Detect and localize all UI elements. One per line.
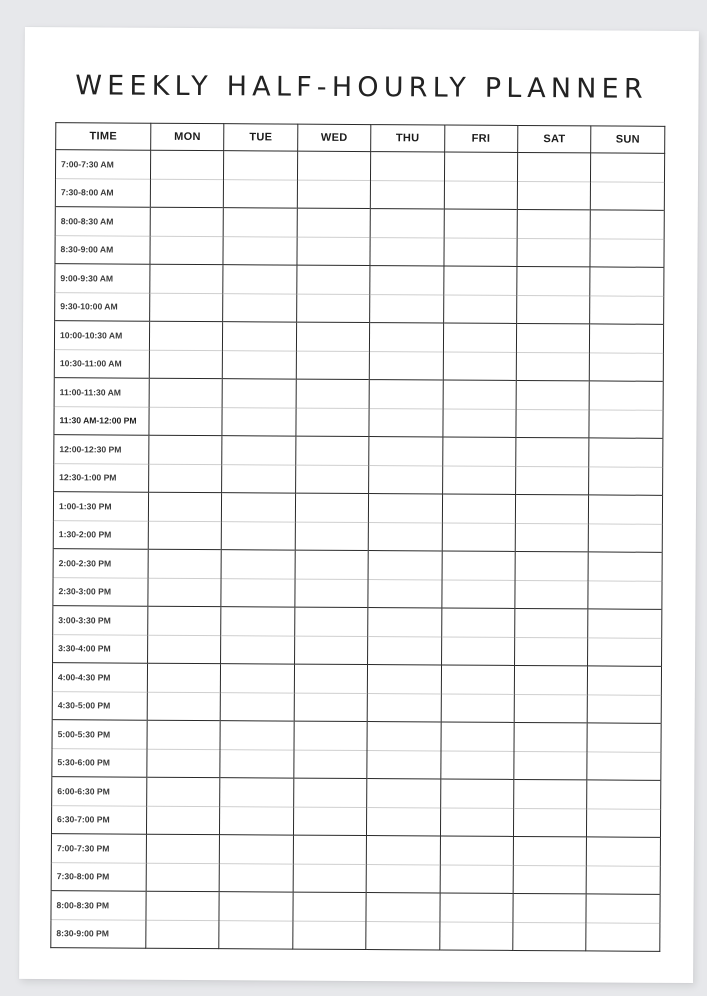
table-row (55, 264, 664, 296)
cell-tue[interactable] (221, 578, 295, 607)
time-slot-label: 8:30-9:00 AM (55, 235, 150, 264)
cell-sat[interactable] (513, 865, 587, 894)
cell-sat[interactable] (517, 152, 591, 181)
cell-mon[interactable] (149, 350, 223, 379)
cell-fri[interactable] (442, 409, 516, 438)
cell-wed[interactable] (293, 807, 367, 836)
cell-tue[interactable] (220, 835, 294, 864)
cell-wed[interactable] (296, 379, 370, 408)
time-slot-label: 8:00-8:30 PM (51, 891, 146, 920)
table-row (53, 520, 662, 552)
cell-tue[interactable] (224, 151, 298, 180)
time-slot-label: 1:00-1:30 PM (53, 492, 148, 521)
table-row (52, 720, 661, 752)
cell-fri[interactable] (443, 380, 517, 409)
time-slot-label: 10:00-10:30 AM (54, 321, 149, 350)
cell-wed[interactable] (294, 664, 368, 693)
table-row (53, 577, 662, 609)
cell-sat[interactable] (514, 665, 588, 694)
cell-thu[interactable] (366, 836, 440, 865)
time-slot-label: 5:30-6:00 PM (52, 748, 147, 777)
cell-wed[interactable] (297, 265, 371, 294)
cell-fri[interactable] (440, 779, 514, 808)
cell-sun[interactable] (590, 210, 664, 239)
time-slot-label: 11:30 AM-12:00 PM (54, 406, 149, 435)
cell-mon[interactable] (148, 635, 222, 664)
planner-page (19, 27, 699, 983)
header-fri: FRI (444, 125, 518, 152)
header-sat: SAT (518, 125, 592, 152)
cell-mon[interactable] (150, 179, 224, 208)
cell-sun[interactable] (588, 552, 662, 581)
cell-wed[interactable] (297, 180, 371, 209)
cell-thu[interactable] (369, 380, 443, 409)
cell-tue[interactable] (220, 721, 294, 750)
table-row (51, 805, 660, 837)
header-wed: WED (297, 124, 371, 151)
header-thu: THU (371, 125, 445, 152)
cell-thu[interactable] (367, 779, 441, 808)
time-slot-label: 7:30-8:00 PM (51, 862, 146, 891)
table-row (55, 178, 664, 210)
cell-fri[interactable] (443, 323, 517, 352)
cell-tue[interactable] (224, 179, 298, 208)
cell-thu[interactable] (367, 807, 441, 836)
cell-sun[interactable] (587, 723, 661, 752)
header-mon: MON (151, 123, 225, 150)
cell-sat[interactable] (517, 209, 591, 238)
time-slot-label: 10:30-11:00 AM (54, 349, 149, 378)
cell-sun[interactable] (587, 780, 661, 809)
time-slot-label: 3:00-3:30 PM (53, 606, 148, 635)
cell-mon[interactable] (148, 606, 222, 635)
time-slot-label: 8:00-8:30 AM (55, 207, 150, 236)
cell-thu[interactable] (368, 636, 442, 665)
cell-sun[interactable] (591, 153, 665, 182)
cell-wed[interactable] (293, 778, 367, 807)
cell-tue[interactable] (222, 464, 296, 493)
planner-table (50, 122, 665, 952)
cell-sat[interactable] (517, 181, 591, 210)
cell-wed[interactable] (295, 550, 369, 579)
time-slot-label: 9:00-9:30 AM (55, 264, 150, 293)
cell-fri[interactable] (444, 238, 518, 267)
cell-fri[interactable] (441, 694, 515, 723)
cell-thu[interactable] (366, 893, 440, 922)
cell-wed[interactable] (295, 493, 369, 522)
cell-tue[interactable] (221, 550, 295, 579)
time-slot-label: 7:00-7:30 PM (51, 834, 146, 863)
cell-sun[interactable] (587, 751, 661, 780)
cell-sun[interactable] (588, 694, 662, 723)
cell-thu[interactable] (369, 437, 443, 466)
cell-wed[interactable] (296, 351, 370, 380)
cell-sat[interactable] (516, 380, 590, 409)
cell-fri[interactable] (440, 751, 514, 780)
cell-mon[interactable] (147, 663, 221, 692)
cell-tue[interactable] (223, 265, 297, 294)
table-row (54, 378, 663, 410)
cell-fri[interactable] (441, 637, 515, 666)
cell-tue[interactable] (220, 806, 294, 835)
cell-sat[interactable] (514, 722, 588, 751)
cell-tue[interactable] (222, 521, 296, 550)
cell-tue[interactable] (222, 493, 296, 522)
cell-wed[interactable] (296, 322, 370, 351)
cell-mon[interactable] (149, 378, 223, 407)
cell-sat[interactable] (516, 352, 590, 381)
table-row (55, 235, 664, 267)
table-row (51, 919, 660, 951)
cell-sat[interactable] (515, 523, 589, 552)
cell-wed[interactable] (295, 579, 369, 608)
table-row (52, 777, 661, 809)
table-row (53, 606, 662, 638)
cell-thu[interactable] (368, 522, 442, 551)
cell-tue[interactable] (223, 236, 297, 265)
cell-tue[interactable] (222, 436, 296, 465)
table-row (54, 406, 663, 438)
cell-thu[interactable] (369, 494, 443, 523)
cell-mon[interactable] (150, 293, 224, 322)
cell-mon[interactable] (150, 150, 224, 179)
time-slot-label: 3:30-4:00 PM (53, 634, 148, 663)
cell-mon[interactable] (146, 834, 220, 863)
cell-wed[interactable] (294, 721, 368, 750)
cell-sat[interactable] (515, 580, 589, 609)
cell-sat[interactable] (517, 266, 591, 295)
cell-sun[interactable] (588, 666, 662, 695)
cell-thu[interactable] (369, 408, 443, 437)
cell-sat[interactable] (515, 551, 589, 580)
cell-fri[interactable] (442, 466, 516, 495)
cell-wed[interactable] (293, 864, 367, 893)
table-row (55, 207, 664, 239)
cell-tue[interactable] (219, 920, 293, 949)
time-slot-label: 7:00-7:30 AM (55, 150, 150, 179)
cell-mon[interactable] (147, 777, 221, 806)
cell-sun[interactable] (586, 865, 660, 894)
cell-wed[interactable] (297, 237, 371, 266)
time-slot-label: 12:00-12:30 PM (54, 435, 149, 464)
cell-sat[interactable] (516, 323, 590, 352)
cell-fri[interactable] (443, 266, 517, 295)
page-title: WEEKLY HALF-HOURLY PLANNER (75, 70, 648, 105)
cell-fri[interactable] (442, 551, 516, 580)
cell-sun[interactable] (586, 922, 660, 951)
cell-sun[interactable] (590, 267, 664, 296)
cell-thu[interactable] (366, 921, 440, 950)
table-row (54, 463, 663, 495)
header-sun: SUN (591, 126, 665, 153)
cell-mon[interactable] (148, 549, 222, 578)
cell-fri[interactable] (441, 580, 515, 609)
cell-sat[interactable] (514, 779, 588, 808)
time-slot-label: 9:30-10:00 AM (55, 292, 150, 321)
cell-fri[interactable] (441, 608, 515, 637)
cell-sat[interactable] (516, 466, 590, 495)
cell-sun[interactable] (588, 580, 662, 609)
cell-wed[interactable] (293, 892, 367, 921)
cell-fri[interactable] (440, 808, 514, 837)
cell-sun[interactable] (590, 295, 664, 324)
cell-sat[interactable] (514, 694, 588, 723)
time-slot-label: 2:00-2:30 PM (53, 549, 148, 578)
table-row (51, 862, 660, 894)
cell-mon[interactable] (149, 464, 223, 493)
cell-sun[interactable] (589, 438, 663, 467)
cell-tue[interactable] (223, 350, 297, 379)
cell-thu[interactable] (368, 579, 442, 608)
time-slot-label: 8:30-9:00 PM (51, 919, 146, 948)
cell-sun[interactable] (588, 637, 662, 666)
cell-sun[interactable] (590, 238, 664, 267)
table-row (53, 634, 662, 666)
cell-fri[interactable] (443, 352, 517, 381)
time-slot-label: 7:30-8:00 AM (55, 178, 150, 207)
cell-sun[interactable] (587, 837, 661, 866)
cell-tue[interactable] (219, 892, 293, 921)
cell-mon[interactable] (147, 692, 221, 721)
time-slot-label: 4:00-4:30 PM (52, 663, 147, 692)
cell-thu[interactable] (367, 750, 441, 779)
cell-thu[interactable] (370, 266, 444, 295)
cell-fri[interactable] (442, 523, 516, 552)
cell-tue[interactable] (223, 322, 297, 351)
cell-tue[interactable] (221, 635, 295, 664)
cell-mon[interactable] (147, 720, 221, 749)
cell-wed[interactable] (296, 408, 370, 437)
cell-fri[interactable] (443, 295, 517, 324)
table-row (53, 549, 662, 581)
cell-wed[interactable] (293, 921, 367, 950)
cell-sat[interactable] (517, 295, 591, 324)
cell-sat[interactable] (516, 437, 590, 466)
table-row (51, 834, 660, 866)
cell-thu[interactable] (369, 351, 443, 380)
cell-thu[interactable] (371, 152, 445, 181)
table-row (52, 748, 661, 780)
table-row (52, 691, 661, 723)
cell-fri[interactable] (440, 893, 514, 922)
slot-rows (51, 150, 665, 952)
cell-mon[interactable] (146, 920, 220, 949)
cell-tue[interactable] (220, 863, 294, 892)
cell-sun[interactable] (588, 609, 662, 638)
cell-fri[interactable] (444, 181, 518, 210)
cell-mon[interactable] (150, 236, 224, 265)
cell-thu[interactable] (367, 693, 441, 722)
cell-sun[interactable] (589, 409, 663, 438)
cell-sun[interactable] (590, 352, 664, 381)
cell-sun[interactable] (587, 808, 661, 837)
cell-wed[interactable] (294, 693, 368, 722)
cell-sun[interactable] (589, 495, 663, 524)
cell-sun[interactable] (589, 466, 663, 495)
cell-fri[interactable] (441, 665, 515, 694)
cell-tue[interactable] (222, 407, 296, 436)
cell-tue[interactable] (221, 664, 295, 693)
cell-mon[interactable] (150, 207, 224, 236)
cell-sun[interactable] (589, 523, 663, 552)
cell-wed[interactable] (296, 294, 370, 323)
cell-thu[interactable] (367, 722, 441, 751)
header-tue: TUE (224, 124, 298, 151)
cell-mon[interactable] (149, 435, 223, 464)
cell-sat[interactable] (513, 922, 587, 951)
cell-sat[interactable] (515, 608, 589, 637)
cell-thu[interactable] (370, 209, 444, 238)
time-slot-label: 4:30-5:00 PM (52, 691, 147, 720)
table-row (53, 492, 662, 524)
cell-sat[interactable] (515, 494, 589, 523)
table-row (54, 349, 663, 381)
cell-sun[interactable] (589, 381, 663, 410)
table-row (51, 891, 660, 923)
cell-wed[interactable] (294, 636, 368, 665)
cell-wed[interactable] (295, 465, 369, 494)
cell-sat[interactable] (514, 751, 588, 780)
cell-mon[interactable] (148, 578, 222, 607)
time-slot-label: 5:00-5:30 PM (52, 720, 147, 749)
time-slot-label: 6:30-7:00 PM (51, 805, 146, 834)
cell-thu[interactable] (369, 465, 443, 494)
cell-thu[interactable] (368, 608, 442, 637)
cell-sat[interactable] (517, 238, 591, 267)
cell-mon[interactable] (146, 863, 220, 892)
cell-thu[interactable] (368, 665, 442, 694)
table-row (54, 435, 663, 467)
cell-thu[interactable] (366, 864, 440, 893)
cell-mon[interactable] (146, 806, 220, 835)
cell-tue[interactable] (220, 778, 294, 807)
cell-tue[interactable] (221, 607, 295, 636)
cell-thu[interactable] (370, 323, 444, 352)
cell-tue[interactable] (224, 208, 298, 237)
cell-sat[interactable] (516, 409, 590, 438)
cell-tue[interactable] (223, 293, 297, 322)
cell-fri[interactable] (440, 865, 514, 894)
cell-mon[interactable] (149, 321, 223, 350)
time-slot-label: 1:30-2:00 PM (53, 520, 148, 549)
cell-fri[interactable] (440, 836, 514, 865)
cell-mon[interactable] (146, 891, 220, 920)
time-slot-label: 2:30-3:00 PM (53, 577, 148, 606)
cell-tue[interactable] (222, 379, 296, 408)
cell-mon[interactable] (150, 264, 224, 293)
cell-fri[interactable] (442, 494, 516, 523)
cell-fri[interactable] (439, 921, 513, 950)
cell-fri[interactable] (442, 437, 516, 466)
cell-tue[interactable] (221, 692, 295, 721)
cell-fri[interactable] (444, 152, 518, 181)
cell-tue[interactable] (220, 749, 294, 778)
cell-sat[interactable] (513, 808, 587, 837)
cell-mon[interactable] (148, 492, 222, 521)
cell-mon[interactable] (149, 407, 223, 436)
cell-sat[interactable] (513, 836, 587, 865)
cell-thu[interactable] (370, 180, 444, 209)
cell-wed[interactable] (294, 607, 368, 636)
cell-sun[interactable] (590, 324, 664, 353)
cell-thu[interactable] (368, 551, 442, 580)
table-row (54, 321, 663, 353)
cell-thu[interactable] (370, 237, 444, 266)
time-slot-label: 6:00-6:30 PM (52, 777, 147, 806)
cell-fri[interactable] (441, 722, 515, 751)
cell-wed[interactable] (293, 835, 367, 864)
cell-mon[interactable] (148, 521, 222, 550)
cell-sun[interactable] (591, 181, 665, 210)
cell-wed[interactable] (295, 522, 369, 551)
cell-thu[interactable] (370, 294, 444, 323)
time-slot-label: 12:30-1:00 PM (54, 463, 149, 492)
cell-sat[interactable] (513, 893, 587, 922)
cell-wed[interactable] (297, 208, 371, 237)
cell-sat[interactable] (514, 637, 588, 666)
cell-wed[interactable] (297, 151, 371, 180)
header-row (56, 123, 665, 154)
header-time: TIME (56, 123, 151, 151)
cell-wed[interactable] (296, 436, 370, 465)
table-row (55, 150, 664, 182)
cell-sun[interactable] (586, 894, 660, 923)
table-row (52, 663, 661, 695)
cell-mon[interactable] (147, 749, 221, 778)
time-slot-label: 11:00-11:30 AM (54, 378, 149, 407)
cell-fri[interactable] (444, 209, 518, 238)
cell-wed[interactable] (294, 750, 368, 779)
table-row (55, 292, 664, 324)
